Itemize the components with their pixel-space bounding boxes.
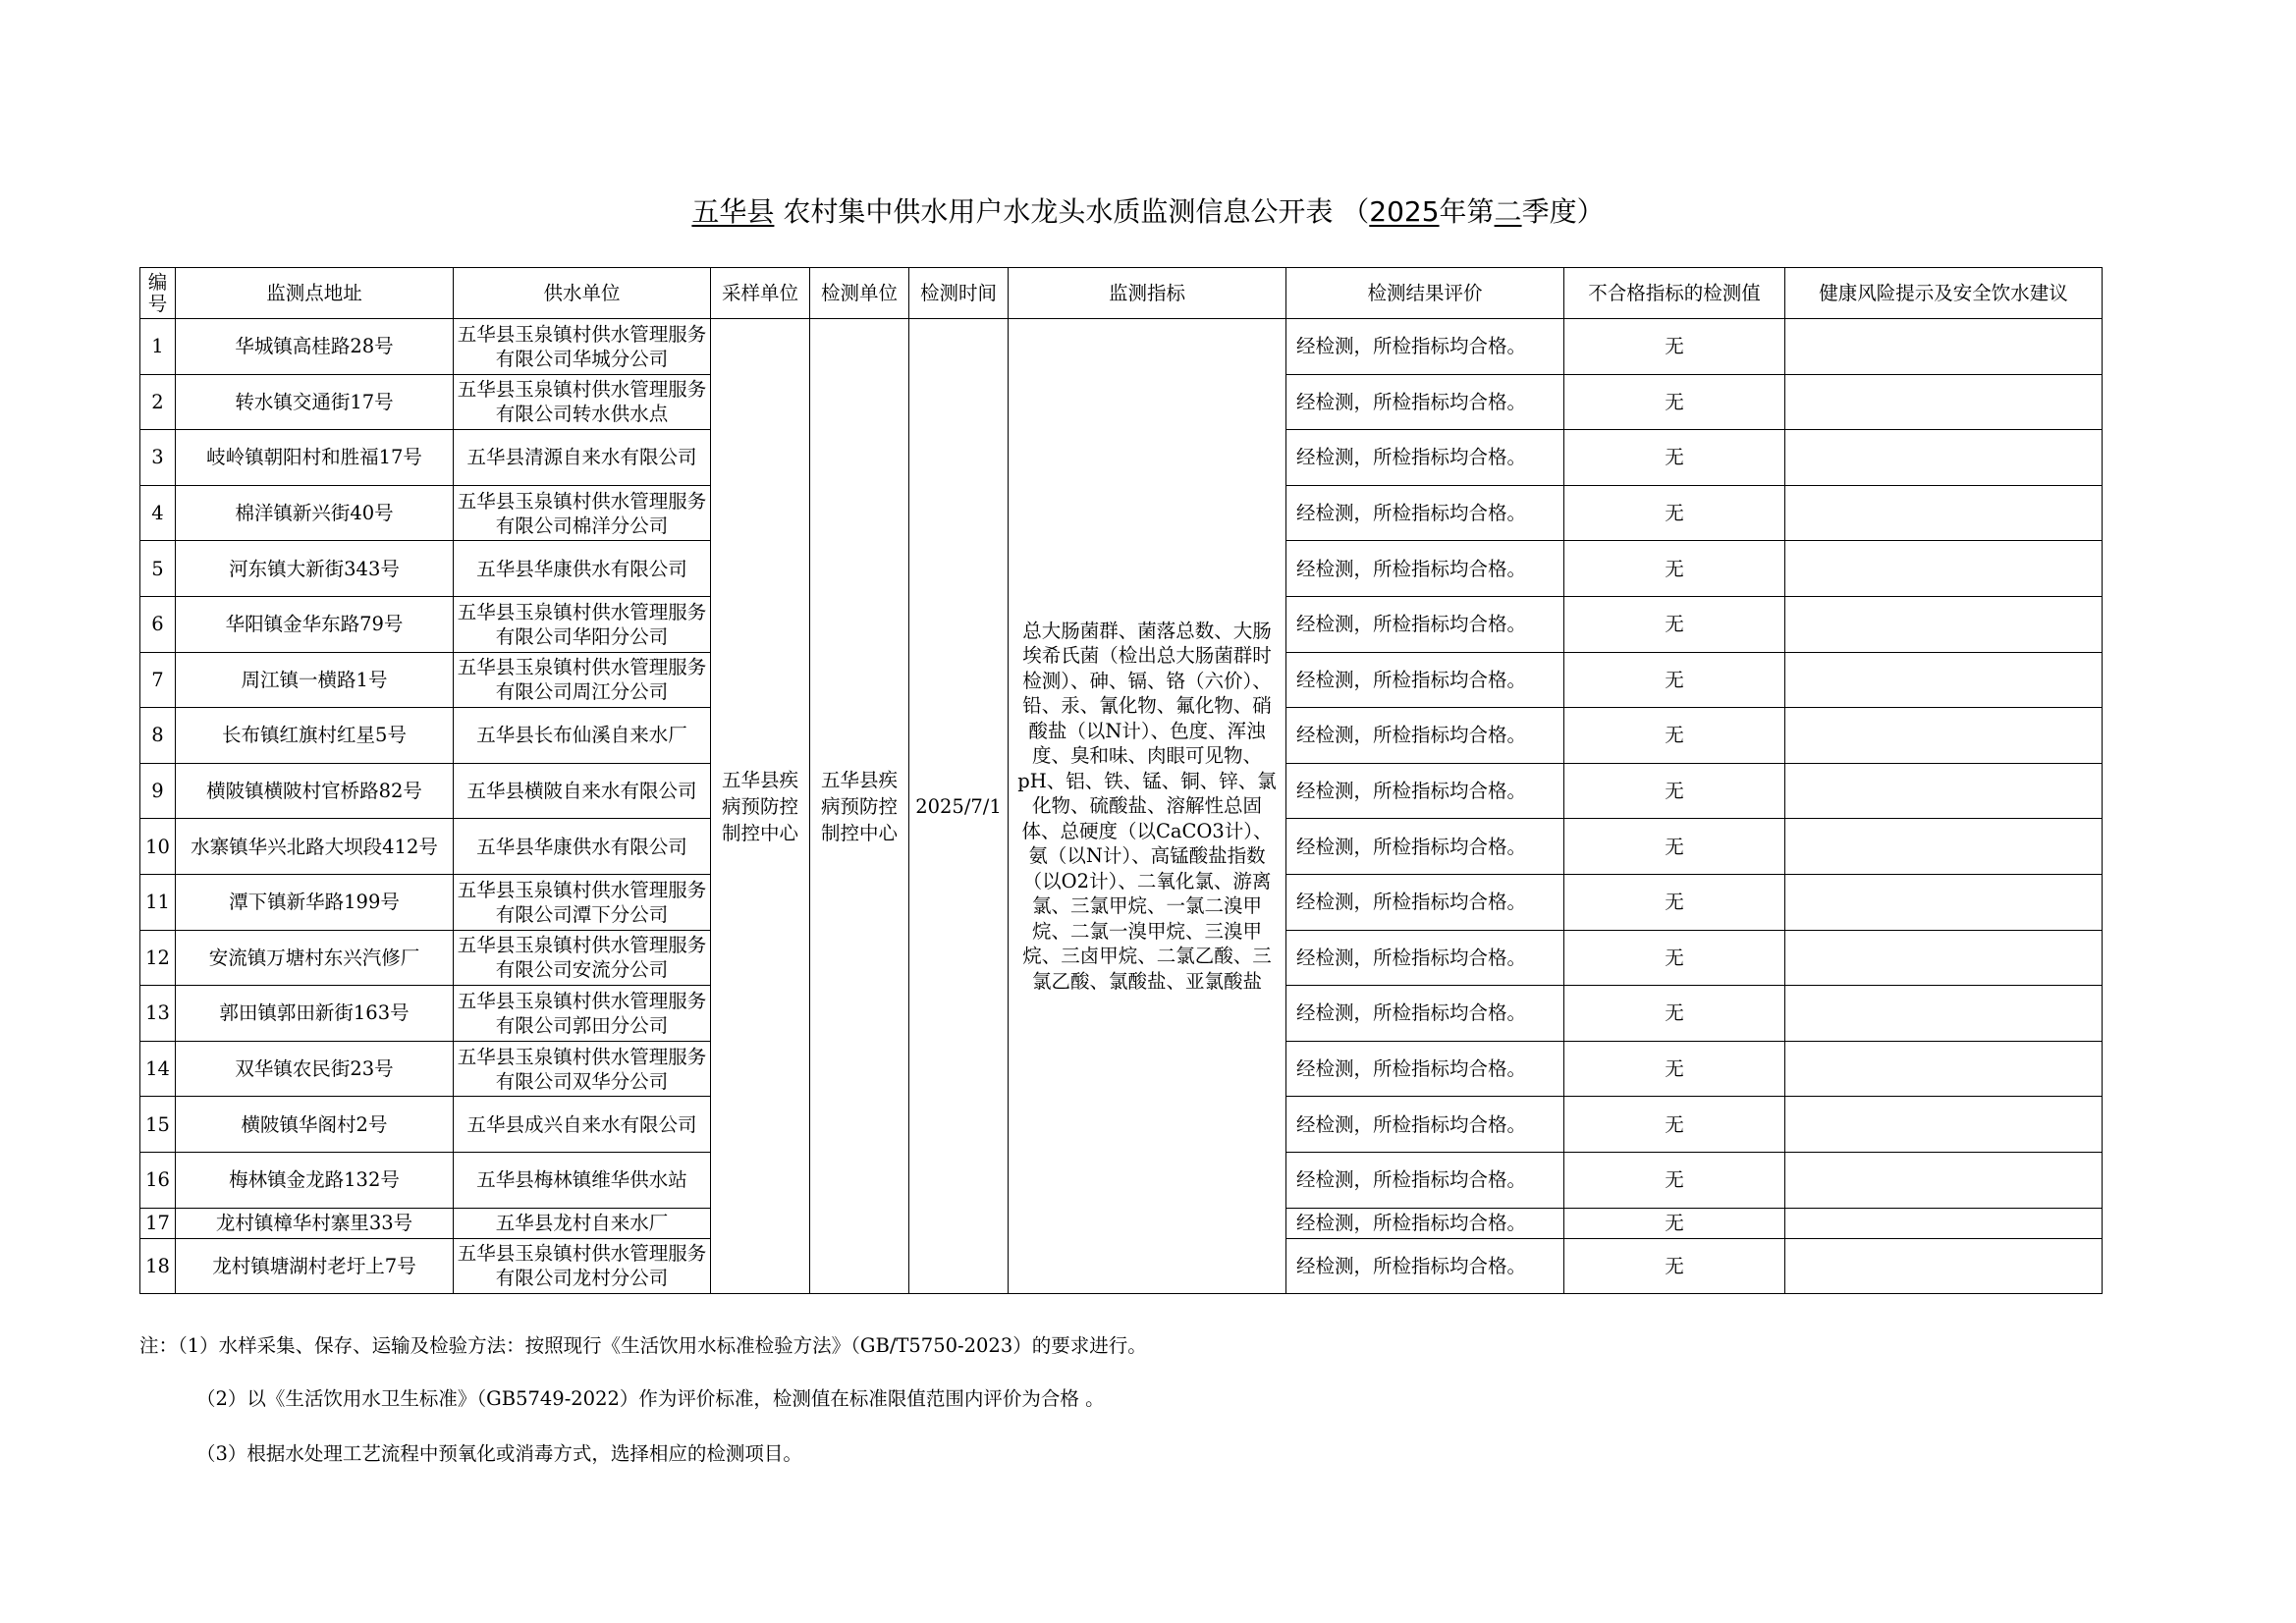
row-supplier: 五华县清源自来水有限公司 — [454, 430, 711, 486]
title-year: 2025 — [1369, 195, 1440, 228]
row-address: 双华镇农民街23号 — [176, 1041, 454, 1097]
row-failed-value: 无 — [1564, 1238, 1785, 1294]
row-address: 郭田镇郭田新街163号 — [176, 986, 454, 1042]
indicators: 总大肠菌群、菌落总数、大肠埃希氏菌（检出总大肠菌群时检测）、砷、镉、铬（六价）、铅、汞、氰化物、氟化物、硝酸盐（以N计）、色度、浑浊度、臭和味、肉眼可见物、pH、铝、铁、锰、铜、锌、氯化物、硫酸盐、溶解性总固体、总硬度（以CaCO3计）、氨（以N计）、高锰酸盐指数（以O2计）、二氧化氯、游离氯、三氯甲烷、一氯二溴甲烷、二氯一溴甲烷、三溴甲烷、三卤甲烷、二氯乙酸、三氯乙酸、氯酸盐、亚氯酸盐 — [1009, 319, 1286, 1294]
row-result: 经检测，所检指标均合格。 — [1286, 1097, 1564, 1153]
row-supplier: 五华县玉泉镇村供水管理服务有限公司安流分公司 — [454, 930, 711, 986]
row-supplier: 五华县玉泉镇村供水管理服务有限公司龙村分公司 — [454, 1238, 711, 1294]
row-advice — [1785, 1208, 2103, 1238]
row-advice — [1785, 1097, 2103, 1153]
row-failed-value: 无 — [1564, 1041, 1785, 1097]
row-no: 14 — [140, 1041, 176, 1097]
table-row — [140, 319, 2103, 375]
header-testing-unit: 检测单位 — [810, 268, 909, 319]
row-supplier: 五华县玉泉镇村供水管理服务有限公司棉洋分公司 — [454, 485, 711, 541]
row-failed-value: 无 — [1564, 652, 1785, 708]
row-advice — [1785, 763, 2103, 819]
row-supplier: 五华县玉泉镇村供水管理服务有限公司华阳分公司 — [454, 596, 711, 652]
row-supplier: 五华县玉泉镇村供水管理服务有限公司双华分公司 — [454, 1041, 711, 1097]
row-result: 经检测，所检指标均合格。 — [1286, 1152, 1564, 1208]
row-supplier: 五华县玉泉镇村供水管理服务有限公司郭田分公司 — [454, 986, 711, 1042]
row-no: 12 — [140, 930, 176, 986]
row-address: 华阳镇金华东路79号 — [176, 596, 454, 652]
row-failed-value: 无 — [1564, 485, 1785, 541]
row-advice — [1785, 986, 2103, 1042]
row-address: 梅林镇金龙路132号 — [176, 1152, 454, 1208]
row-supplier: 五华县华康供水有限公司 — [454, 819, 711, 875]
row-address: 周江镇一横路1号 — [176, 652, 454, 708]
row-advice — [1785, 652, 2103, 708]
note-1: 注：（1）水样采集、保存、运输及检验方法：按照现行《生活饮用水标准检验方法》（GB/T5750-2023）的要求进行。 — [139, 1334, 1147, 1357]
header-no: 编号 — [140, 268, 176, 319]
row-no: 3 — [140, 430, 176, 486]
header-advice: 健康风险提示及安全饮水建议 — [1785, 268, 2103, 319]
page-title — [0, 192, 2296, 232]
row-address: 华城镇高桂路28号 — [176, 319, 454, 375]
row-result: 经检测，所检指标均合格。 — [1286, 1041, 1564, 1097]
title-year-suffix: 年第 — [1439, 195, 1495, 228]
row-advice — [1785, 819, 2103, 875]
row-supplier: 五华县玉泉镇村供水管理服务有限公司潭下分公司 — [454, 874, 711, 930]
row-result: 经检测，所检指标均合格。 — [1286, 1238, 1564, 1294]
row-address: 横陂镇华阁村2号 — [176, 1097, 454, 1153]
row-no: 5 — [140, 541, 176, 597]
row-failed-value: 无 — [1564, 930, 1785, 986]
row-result: 经检测，所检指标均合格。 — [1286, 930, 1564, 986]
row-result: 经检测，所检指标均合格。 — [1286, 374, 1564, 430]
row-supplier: 五华县玉泉镇村供水管理服务有限公司转水供水点 — [454, 374, 711, 430]
header-address: 监测点地址 — [176, 268, 454, 319]
row-address: 龙村镇塘湖村老圩上7号 — [176, 1238, 454, 1294]
row-result: 经检测，所检指标均合格。 — [1286, 763, 1564, 819]
row-address: 横陂镇横陂村官桥路82号 — [176, 763, 454, 819]
row-result: 经检测，所检指标均合格。 — [1286, 430, 1564, 486]
row-address: 长布镇红旗村红星5号 — [176, 708, 454, 764]
row-no: 7 — [140, 652, 176, 708]
title-open-paren: （ — [1341, 195, 1370, 228]
row-supplier: 五华县成兴自来水有限公司 — [454, 1097, 711, 1153]
test-time: 2025/7/1 — [909, 319, 1009, 1294]
row-result: 经检测，所检指标均合格。 — [1286, 652, 1564, 708]
row-failed-value: 无 — [1564, 430, 1785, 486]
testing-unit: 五华县疾病预防控制控中心 — [810, 319, 909, 1294]
title-county: 五华县 — [691, 195, 775, 228]
row-advice — [1785, 1238, 2103, 1294]
row-result: 经检测，所检指标均合格。 — [1286, 541, 1564, 597]
row-address: 棉洋镇新兴街40号 — [176, 485, 454, 541]
row-failed-value: 无 — [1564, 1097, 1785, 1153]
row-no: 18 — [140, 1238, 176, 1294]
row-result: 经检测，所检指标均合格。 — [1286, 986, 1564, 1042]
row-result: 经检测，所检指标均合格。 — [1286, 485, 1564, 541]
row-supplier: 五华县长布仙溪自来水厂 — [454, 708, 711, 764]
header-failed-values: 不合格指标的检测值 — [1564, 268, 1785, 319]
row-failed-value: 无 — [1564, 874, 1785, 930]
row-result: 经检测，所检指标均合格。 — [1286, 596, 1564, 652]
row-supplier: 五华县玉泉镇村供水管理服务有限公司周江分公司 — [454, 652, 711, 708]
sampling-unit: 五华县疾病预防控制控中心 — [711, 319, 810, 1294]
header-result: 检测结果评价 — [1286, 268, 1564, 319]
row-supplier: 五华县梅林镇维华供水站 — [454, 1152, 711, 1208]
row-address: 水寨镇华兴北路大坝段412号 — [176, 819, 454, 875]
row-supplier: 五华县华康供水有限公司 — [454, 541, 711, 597]
row-no: 9 — [140, 763, 176, 819]
row-address: 龙村镇樟华村寨里33号 — [176, 1208, 454, 1238]
row-no: 6 — [140, 596, 176, 652]
row-no: 16 — [140, 1152, 176, 1208]
row-address: 潭下镇新华路199号 — [176, 874, 454, 930]
row-failed-value: 无 — [1564, 596, 1785, 652]
row-address: 安流镇万塘村东兴汽修厂 — [176, 930, 454, 986]
row-failed-value: 无 — [1564, 1152, 1785, 1208]
row-no: 2 — [140, 374, 176, 430]
row-supplier: 五华县玉泉镇村供水管理服务有限公司华城分公司 — [454, 319, 711, 375]
header-sampling-unit: 采样单位 — [711, 268, 810, 319]
header-supplier: 供水单位 — [454, 268, 711, 319]
row-advice — [1785, 1041, 2103, 1097]
row-no: 1 — [140, 319, 176, 375]
header-indicators: 监测指标 — [1009, 268, 1286, 319]
row-result: 经检测，所检指标均合格。 — [1286, 1208, 1564, 1238]
monitoring-table — [139, 267, 2103, 1294]
row-no: 10 — [140, 819, 176, 875]
row-no: 13 — [140, 986, 176, 1042]
note-2: （2）以《生活饮用水卫生标准》（GB5749-2022）作为评价标准，检测值在标准限值范围内评价为合格 。 — [196, 1387, 1105, 1410]
row-failed-value: 无 — [1564, 763, 1785, 819]
row-advice — [1785, 541, 2103, 597]
row-advice — [1785, 430, 2103, 486]
row-no: 11 — [140, 874, 176, 930]
row-address: 河东镇大新街343号 — [176, 541, 454, 597]
row-address: 转水镇交通街17号 — [176, 374, 454, 430]
row-advice — [1785, 485, 2103, 541]
row-advice — [1785, 596, 2103, 652]
row-failed-value: 无 — [1564, 819, 1785, 875]
title-main: 农村集中供水用户水龙头水质监测信息公开表 — [783, 195, 1334, 228]
row-failed-value: 无 — [1564, 986, 1785, 1042]
row-failed-value: 无 — [1564, 708, 1785, 764]
row-advice — [1785, 319, 2103, 375]
row-no: 4 — [140, 485, 176, 541]
table-body — [140, 319, 2103, 1294]
row-result: 经检测，所检指标均合格。 — [1286, 819, 1564, 875]
row-no: 17 — [140, 1208, 176, 1238]
row-result: 经检测，所检指标均合格。 — [1286, 874, 1564, 930]
title-quarter-suffix: 季度） — [1521, 195, 1605, 228]
row-advice — [1785, 708, 2103, 764]
row-advice — [1785, 374, 2103, 430]
row-failed-value: 无 — [1564, 319, 1785, 375]
row-result: 经检测，所检指标均合格。 — [1286, 319, 1564, 375]
title-quarter: 二 — [1494, 195, 1522, 228]
row-advice — [1785, 1152, 2103, 1208]
row-failed-value: 无 — [1564, 1208, 1785, 1238]
row-address: 岐岭镇朝阳村和胜福17号 — [176, 430, 454, 486]
row-failed-value: 无 — [1564, 541, 1785, 597]
row-no: 15 — [140, 1097, 176, 1153]
row-supplier: 五华县龙村自来水厂 — [454, 1208, 711, 1238]
note-3: （3）根据水处理工艺流程中预氧化或消毒方式，选择相应的检测项目。 — [196, 1442, 802, 1465]
row-failed-value: 无 — [1564, 374, 1785, 430]
header-test-time: 检测时间 — [909, 268, 1009, 319]
row-advice — [1785, 930, 2103, 986]
row-no: 8 — [140, 708, 176, 764]
row-advice — [1785, 874, 2103, 930]
row-result: 经检测，所检指标均合格。 — [1286, 708, 1564, 764]
row-supplier: 五华县横陂自来水有限公司 — [454, 763, 711, 819]
